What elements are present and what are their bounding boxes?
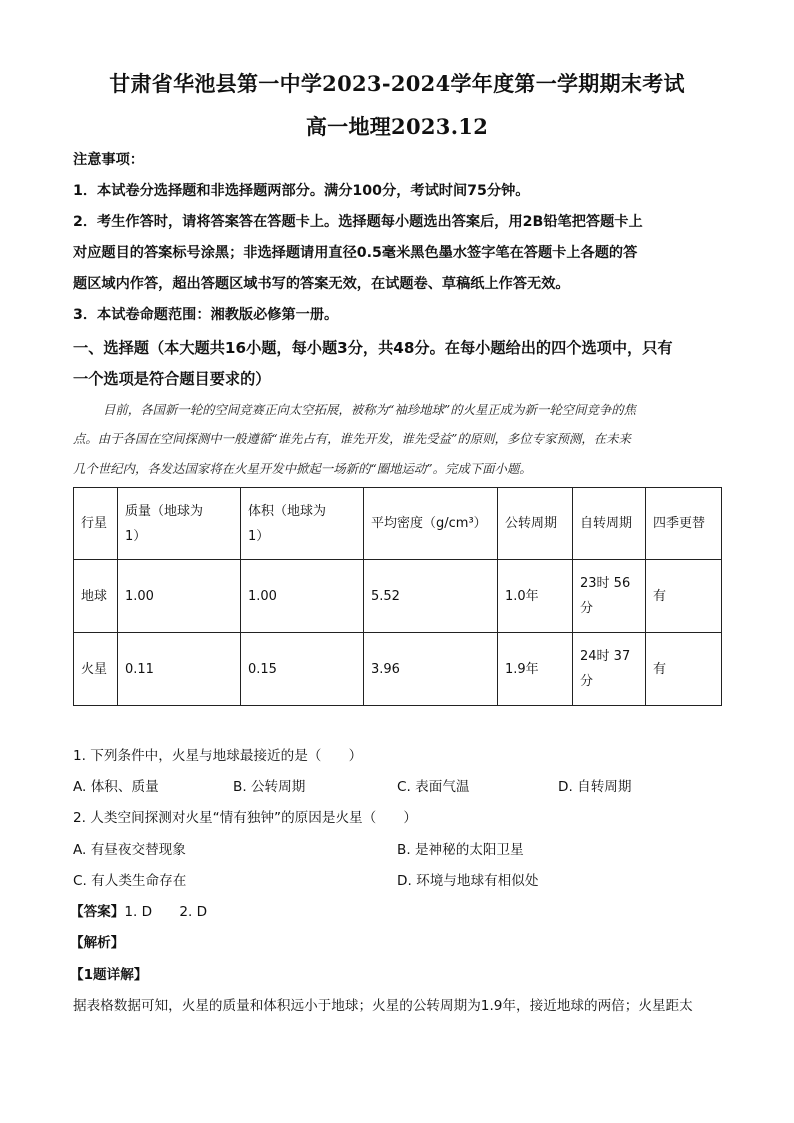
notice-item-2-line-2: 对应题目的答案标号涂黑；非选择题请用直径0.5毫米黑色墨水签字笔在答题卡上各题的答 — [73, 245, 638, 261]
question-2-option-c: C. 有人类生命存在 — [73, 873, 187, 889]
cell-planet: 地球 — [74, 560, 118, 633]
header-density: 平均密度（g/cm³） — [364, 488, 498, 560]
header-seasons: 四季更替 — [646, 488, 722, 560]
table-row — [74, 633, 722, 706]
cell-mass: 1.00 — [118, 560, 241, 633]
detail-label: 【1题详解】 — [70, 967, 148, 983]
passage-line-3: 几个世纪内，各发达国家将在火星开发中掀起一场新的“圈地运动”。完成下面小题。 — [73, 461, 532, 476]
notice-item-1: 1．本试卷分选择题和非选择题两部分。满分100分，考试时间75分钟。 — [73, 183, 530, 199]
cell-rotation: 24时 37 分 — [573, 633, 646, 706]
header-revolution: 公转周期 — [498, 488, 573, 560]
exam-subtitle: 高一地理2023.12 — [305, 114, 489, 139]
header-planet: 行星 — [74, 488, 118, 560]
passage-line-1: 目前，各国新一轮的空间竞赛正向太空拓展，被称为“袖珍地球”的火星正成为新一轮空间竞争的焦 — [103, 402, 637, 417]
question-1-option-a: A. 体积、质量 — [73, 779, 159, 795]
answer-values: 1. D 2. D — [124, 904, 208, 920]
cell-revolution: 1.0年 — [498, 560, 573, 633]
question-2-option-b: B. 是神秘的太阳卫星 — [397, 842, 524, 858]
planet-comparison-table — [73, 487, 722, 706]
table-header-row — [74, 488, 722, 560]
header-mass: 质量（地球为 1） — [118, 488, 241, 560]
cell-mass: 0.11 — [118, 633, 241, 706]
question-2-option-a: A. 有昼夜交替现象 — [73, 842, 186, 858]
passage-line-2: 点。由于各国在空间探测中一般遵循“谁先占有，谁先开发，谁先受益”的原则，多位专家预测，在未来 — [73, 431, 631, 446]
notice-item-2-line-3: 题区域内作答，超出答题区域书写的答案无效，在试题卷、草稿纸上作答无效。 — [73, 276, 570, 292]
question-1-option-b: B. 公转周期 — [233, 779, 306, 795]
question-1-option-c: C. 表面气温 — [397, 779, 470, 795]
cell-seasons: 有 — [646, 560, 722, 633]
question-2-stem: 2. 人类空间探测对火星“情有独钟”的原因是火星（ ） — [73, 810, 418, 826]
header-rotation: 自转周期 — [573, 488, 646, 560]
question-1-stem: 1. 下列条件中，火星与地球最接近的是（ ） — [73, 748, 363, 764]
cell-volume: 0.15 — [241, 633, 364, 706]
notice-item-3: 3．本试卷命题范围：湘教版必修第一册。 — [73, 307, 339, 323]
cell-density: 5.52 — [364, 560, 498, 633]
section-heading-line-2: 一个选项是符合题目要求的） — [73, 370, 271, 388]
exam-title: 甘肃省华池县第一中学2023-2024学年度第一学期期末考试 — [109, 71, 685, 96]
cell-seasons: 有 — [646, 633, 722, 706]
detail-text: 据表格数据可知，火星的质量和体积远小于地球；火星的公转周期为1.9年，接近地球的两倍；火星距太 — [73, 998, 693, 1014]
notice-heading: 注意事项： — [73, 152, 144, 168]
analysis-label: 【解析】 — [70, 935, 125, 951]
header-volume: 体积（地球为 1） — [241, 488, 364, 560]
question-2-option-d: D. 环境与地球有相似处 — [397, 873, 539, 889]
cell-rotation: 23时 56 分 — [573, 560, 646, 633]
answer-label: 【答案】 — [70, 904, 125, 920]
section-heading-line-1: 一、选择题（本大题共16小题，每小题3分，共48分。在每小题给出的四个选项中，只有 — [73, 339, 673, 357]
notice-item-2-line-1: 2．考生作答时，请将答案答在答题卡上。选择题每小题选出答案后，用2B铅笔把答题卡上 — [73, 214, 643, 230]
cell-volume: 1.00 — [241, 560, 364, 633]
cell-revolution: 1.9年 — [498, 633, 573, 706]
cell-planet: 火星 — [74, 633, 118, 706]
question-1-option-d: D. 自转周期 — [558, 779, 632, 795]
answer-line — [70, 902, 207, 922]
cell-density: 3.96 — [364, 633, 498, 706]
table-row — [74, 560, 722, 633]
